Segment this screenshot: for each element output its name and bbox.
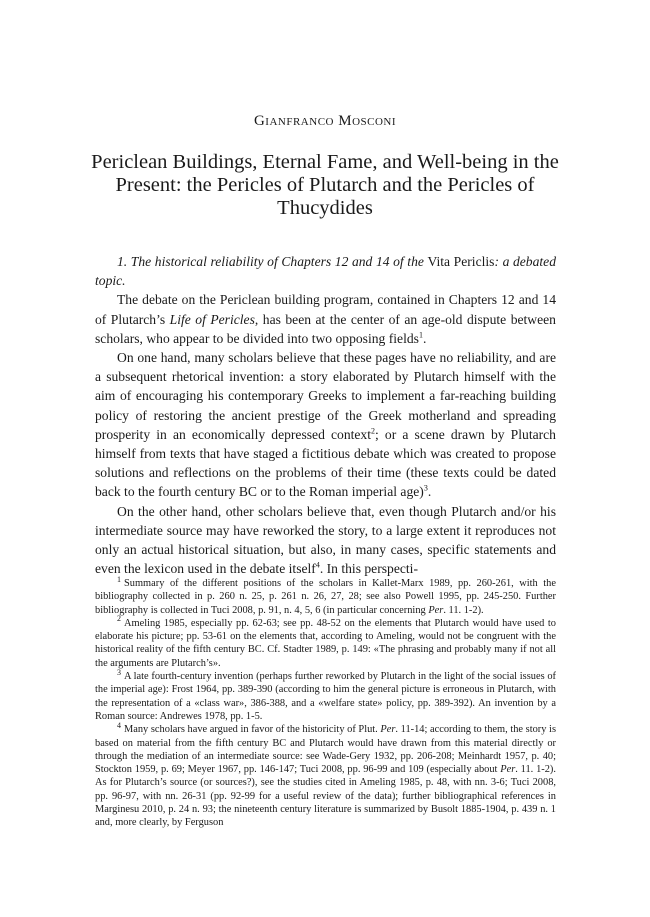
footnote-ref[interactable]: 2 [371,426,376,436]
paragraph-1: The debate on the Periclean building program, contained in Chapters 12 and 14 of Plutarch’s Life of Pericles, has been at the center of an age-old dispute between scholars, who appear to be divided into two opposing fields$^1$. [95,292,556,346]
section-heading: 1. The historical reliability of Chapters 12 and 14 of the Vita Periclis: a debated topic. [95,254,557,289]
footnote-3: $^3$ A late fourth-century invention (perhaps further reworked by Plutarch in the light of the social issues of the imperial age): Frost 1964, pp. 389-390 (according to him the general picture is erroneous in Plutarch, with the representation of a «class war», 386-388, and a «welfare state» policy, pp. 389-392). An invention by a Roman source: Andrewes 1978, pp. 1-5. [95,667,556,722]
article-title: Periclean Buildings, Eternal Fame, and Well-being in the Present: the Pericles of Plutarch and the Pericles of Thucydides [91,151,559,219]
paragraph-3: On the other hand, other scholars believe that, even though Plutarch and/or his intermediate source may have reworked the story, to a large extent it reproduces not only an actual historical situation, but also, in many cases, specific statements and even the lexicon used in the debate itself$^4$. In this perspecti- [95,503,556,577]
footnote-ref[interactable]: 4 [315,560,320,570]
author-name: Gianfranco Mosconi [253,113,397,129]
footnote-2: $^2$ Ameling 1985, especially pp. 62-63; see pp. 48-52 on the elements that Plutarch would have used to elaborate his picture; pp. 53-61 on the elements that, according to Ameling, would not be congruent with the historical reality of the fifth century BC. Cf. Stadter 1989, p. 149: «The phrasing and probably many if not all the arguments are Plutarch’s». [95,614,556,669]
body-text [95,252,556,578]
footnote-ref[interactable]: 1 [418,330,423,340]
paragraph-2: On one hand, many scholars believe that these pages have no reliability, and are a subsequent rhetorical invention: a story elaborated by Plutarch himself with the aim of encouraging his contemporary Greeks to implement a far-reaching building policy of restoring the ancient prestige of the Greek motherland and spreading prosperity in an economically depressed context$^2$; or a scene drawn by Plutarch himself from texts that have staged a fictitious debate which was created to propose solutions and reflections on the problems of their time (these texts could be dated back to the fourth century BC or to the Roman imperial age)$^3$. [95,350,556,500]
footnote-1: $^1$ Summary of the different positions of the scholars in Kallet-Marx 1989, pp. 260-261, with the bibliography collected in p. 260 n. 25, p. 261 n. 26, 27, 28; see also Powell 1995, pp. 245-250. Further bibliography is collected in Tuci 2008, p. 91, n. 4, 5, 6 (in particular concerning Per. 11. 1-2). [95,574,556,616]
footnote-4: $^4$ Many scholars have argued in favor of the historicity of Plut. Per. 11-14; according to them, the story is based on material from the fifth century BC and Plutarch would have drawn from this material directly or through the mediation of an intermediate source: see Wade-Gery 1932, pp. 206-208; Meinhardt 1957, p. 40; Stockton 1959, p. 69; Meyer 1967, pp. 146-147; Tuci 2008, pp. 96-99 and 109 (especially about Per. 11. 1-2). As for Plutarch’s source (or sources?), see the studies cited in Ameling 1985, p. 48, with nn. 3-6; Tuci 2008, pp. 96-97, with nn. 26-31 (pp. 92-99 for a useful review of the data); further bibliographical references in Marginesu 2010, p. 24 n. 93; the nineteenth century literature is summarized by Busolt 1885-1904, p. 439 n. 1 and, more clearly, by Ferguson [95,720,556,829]
footnotes [95,574,556,830]
footnote-ref[interactable]: 3 [423,483,428,493]
